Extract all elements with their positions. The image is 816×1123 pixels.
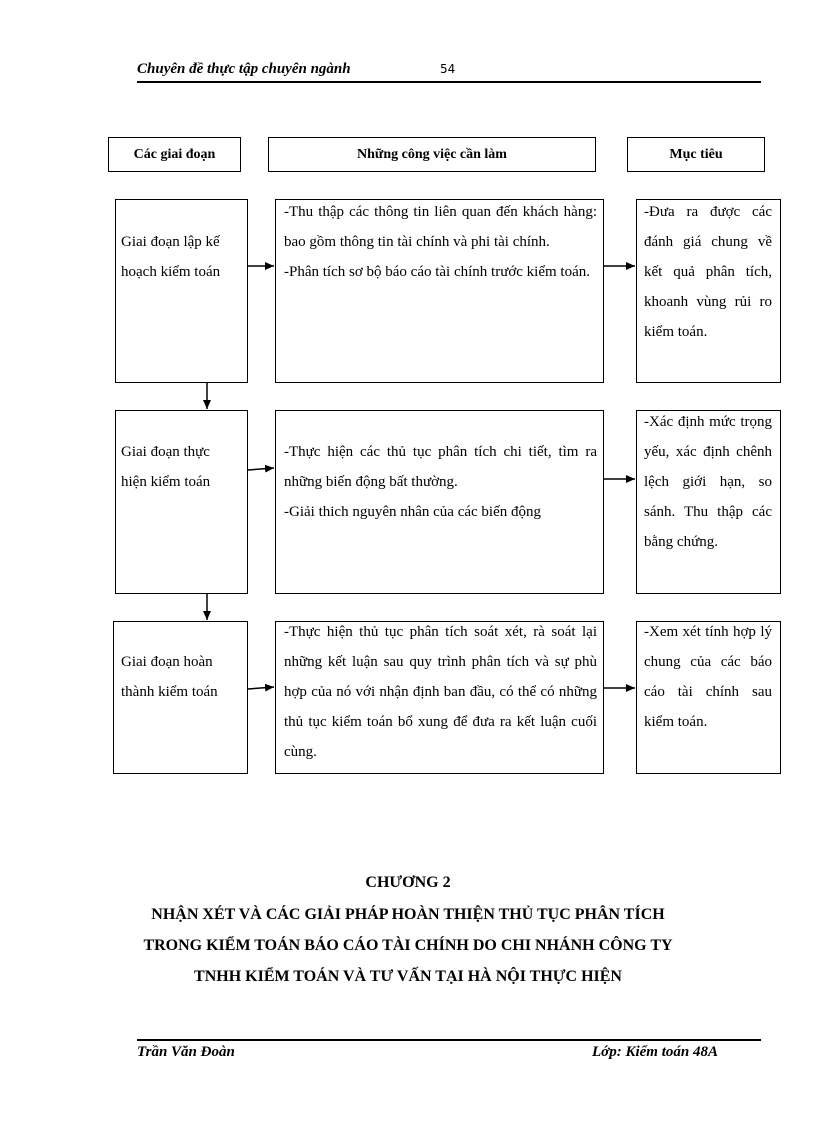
footer-author: Trần Văn Đoàn [137, 1044, 235, 1060]
work-text-completion: -Thực hiện thủ tục phân tích soát xét, rà soát lại những kết luận sau quy trình phân tích và sự phù hợp của nó với nhận định ban đầu, có thể có những thủ tục kiểm toán bổ xung để đưa ra kết luận cuối cùng. [284, 624, 597, 760]
column-header-goals: Mục tiêu [627, 137, 765, 172]
stage-label-completion: Giai đoạn hoàn thành kiểm toán [121, 654, 218, 700]
arrow-stage3-to-work3 [248, 687, 274, 689]
footer-class: Lớp: Kiểm toán 48A [592, 1044, 718, 1060]
work-text-execution: -Thực hiện các thủ tục phân tích chi tiết, tìm ra những biến động bất thường. -Giải thich nguyên nhân của các biến động [284, 444, 597, 520]
column-header-work: Những công việc cần làm [268, 137, 596, 172]
header-title: Chuyên đề thực tập chuyên ngành [137, 61, 351, 77]
column-header-stages: Các giai đoạn [108, 137, 241, 172]
stage-label-execution: Giai đoạn thực hiện kiểm toán [121, 444, 211, 490]
page-number: 54 [440, 62, 456, 76]
goal-text-planning: -Đưa ra được các đánh giá chung về kết quả phân tích, khoanh vùng rủi ro kiểm toán. [644, 204, 772, 340]
chapter-title-line-2: TRONG KIỂM TOÁN BÁO CÁO TÀI CHÍNH DO CHI NHÁNH CÔNG TY [143, 937, 673, 954]
work-text-planning: -Thu thập các thông tin liên quan đến khách hàng: bao gồm thông tin tài chính và phi tài chính. -Phân tích sơ bộ báo cáo tài chính trước kiểm toán. [284, 204, 597, 280]
chapter-label: CHƯƠNG 2 [365, 874, 451, 891]
stage-label-planning: Giai đoạn lập kế hoạch kiểm toán [121, 234, 221, 280]
arrow-stage2-to-work2 [248, 468, 274, 470]
chapter-title-line-3: TNHH KIỂM TOÁN VÀ TƯ VẤN TẠI HÀ NỘI THỰC HIỆN [194, 968, 622, 985]
footer-rule [137, 1039, 761, 1041]
goal-text-execution: -Xác định mức trọng yếu, xác định chênh lệch giới hạn, so sánh. Thu thập các bằng chứng. [644, 414, 772, 550]
chapter-title-line-1: NHẬN XÉT VÀ CÁC GIẢI PHÁP HOÀN THIỆN THỦ TỤC PHÂN TÍCH [151, 906, 665, 923]
goal-text-completion: -Xem xét tính hợp lý chung của các báo cáo tài chính sau kiểm toán. [644, 624, 772, 730]
